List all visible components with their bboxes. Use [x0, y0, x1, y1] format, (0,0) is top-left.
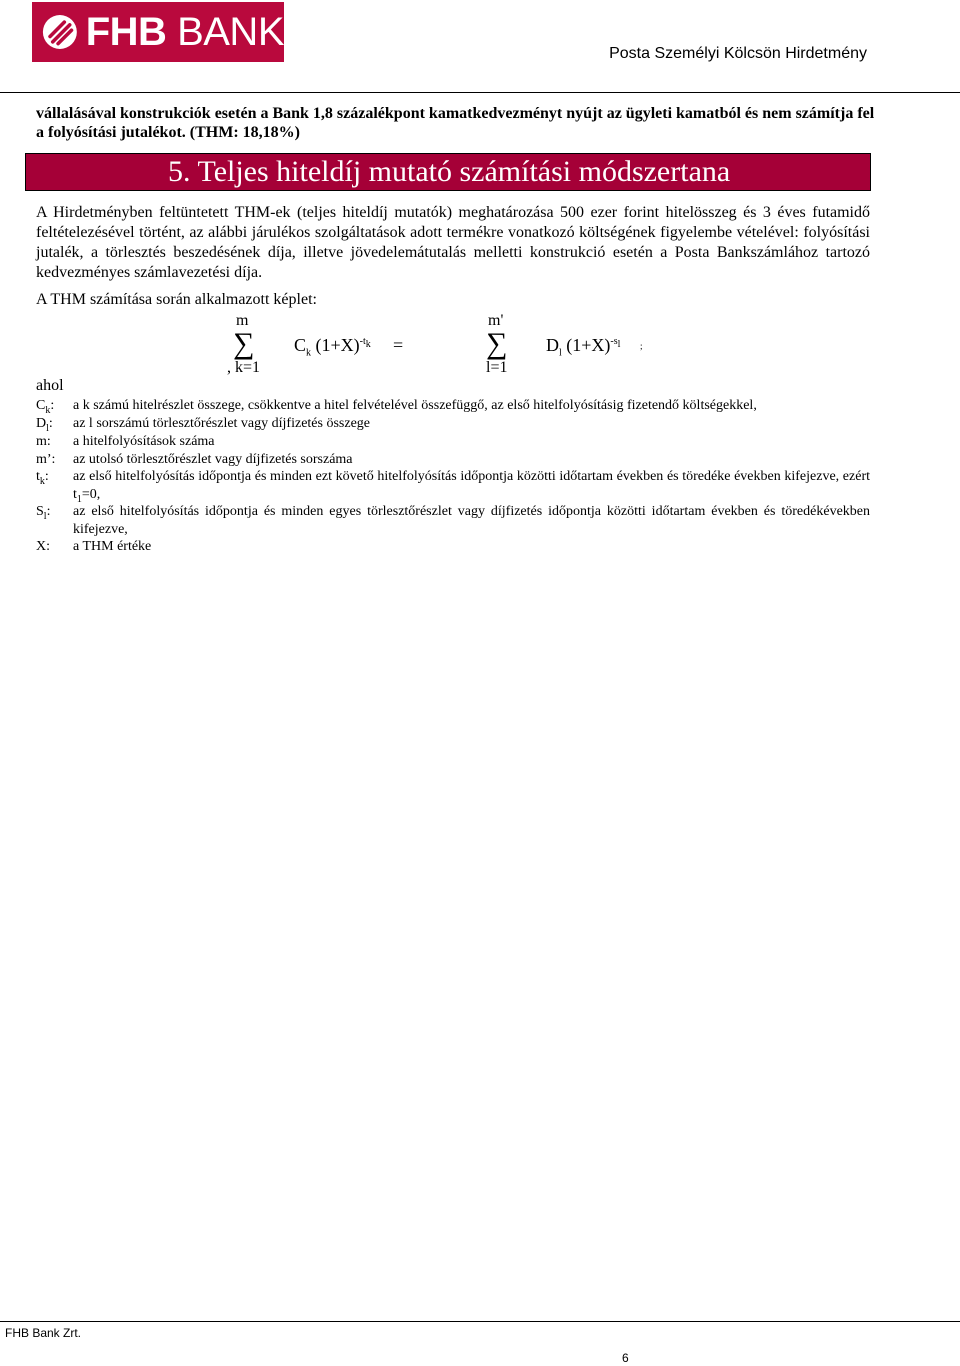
definition-text: az első hitelfolyósítás időpontja és minden ezt követő hitelfolyósítás időpontja közötti időtartam években és töredéke években kifejezve, ezért $t_1=0$,	[73, 469, 870, 505]
bank-logo	[32, 2, 284, 62]
methodology-paragraph: A Hirdetményben feltüntetett THM-ek (teljes hiteldíj mutatók) meghatározása 500 ezer forint hitelösszeg és 3 éves futamidő feltételezésével történt, az alábbi járulékos szolgáltatások adott termékre vonatkozó költségének figyelembe vételével: folyósítási jutalék, a törlesztés beszedésének díja, illetve jövedelemátutalás melletti konstrukció esetén a Posta Bankszámlához tartozó kedvezményes számlavezetési díja.	[36, 204, 870, 281]
definition-term: X:	[36, 539, 50, 554]
definition-row	[36, 397, 870, 415]
definition-row	[36, 538, 870, 556]
definition-term: $S_l$:	[36, 504, 51, 522]
header-divider	[0, 92, 960, 93]
definition-row	[36, 451, 870, 469]
formula-left-term: $C_k$ $(1+X)^{-t_k}$	[294, 335, 371, 359]
definition-row	[36, 468, 870, 508]
formula-intro: A THM számítása során alkalmazott képlet:	[36, 291, 317, 308]
definition-term: m:	[36, 434, 51, 449]
footer-divider	[0, 1321, 960, 1322]
definition-text: a k számú hitelrészlet összege, csökkentve a hitel felvételével összefüggő, az első hitelfolyósításig fizetendő költségekkel,	[73, 398, 757, 413]
formula-left-lower-limit: , k=1	[227, 359, 261, 376]
definition-row	[36, 503, 870, 538]
definition-row	[36, 433, 870, 451]
formula-right-lower-limit: l=1	[486, 359, 508, 376]
definition-term: m’:	[36, 452, 56, 467]
section-title: 5. Teljes hiteldíj mutató számítási módszertana	[168, 155, 731, 188]
definition-text: az l sorszámú törlesztőrészlet vagy díjfizetés összege	[73, 416, 370, 431]
page-number: 6	[622, 1351, 629, 1365]
formula-left-sum-icon: ∑	[233, 327, 255, 360]
definition-text: az első hitelfolyósítás időpontja és minden egyes törlesztőrészlet vagy díjfizetés időpontja közötti időtartam években és töredékévekben kifejezve,	[73, 504, 870, 537]
definition-text: az utolsó törlesztőrészlet vagy díjfizetés sorszáma	[73, 452, 353, 467]
definition-term: $D_l$:	[36, 416, 53, 434]
definition-term: $t_k$:	[36, 469, 49, 487]
intro-paragraph: vállalásával konstrukciók esetén a Bank 1,8 százalékpont kamatkedvezményt nyújt az ügyleti kamatból és nem számítja fel a folyósítási jutalékot. (THM: 18,18%)	[36, 105, 875, 141]
section-heading-bar	[25, 153, 871, 191]
formula-left-upper-limit: m	[236, 312, 249, 329]
footer-company: FHB Bank Zrt.	[5, 1326, 82, 1340]
definitions-intro: ahol	[36, 377, 64, 394]
definition-text: a THM értéke	[73, 539, 152, 554]
formula-right-upper-limit: m'	[488, 312, 504, 329]
logo-emblem-icon	[42, 12, 78, 52]
formula-right-sum-icon: ∑	[486, 327, 508, 360]
definition-text: a hitelfolyósítások száma	[73, 434, 215, 449]
logo-wordmark: FHB BANK	[85, 10, 284, 54]
document-header-title: Posta Személyi Kölcsön Hirdetmény	[609, 45, 867, 62]
definition-term: $C_k$:	[36, 398, 55, 416]
formula-trailing-semicolon: ;	[640, 341, 643, 351]
formula-equals: =	[393, 335, 404, 355]
definition-row	[36, 415, 870, 433]
formula-right-term: $D_l$ $(1+X)^{-s_l}$	[546, 335, 621, 359]
